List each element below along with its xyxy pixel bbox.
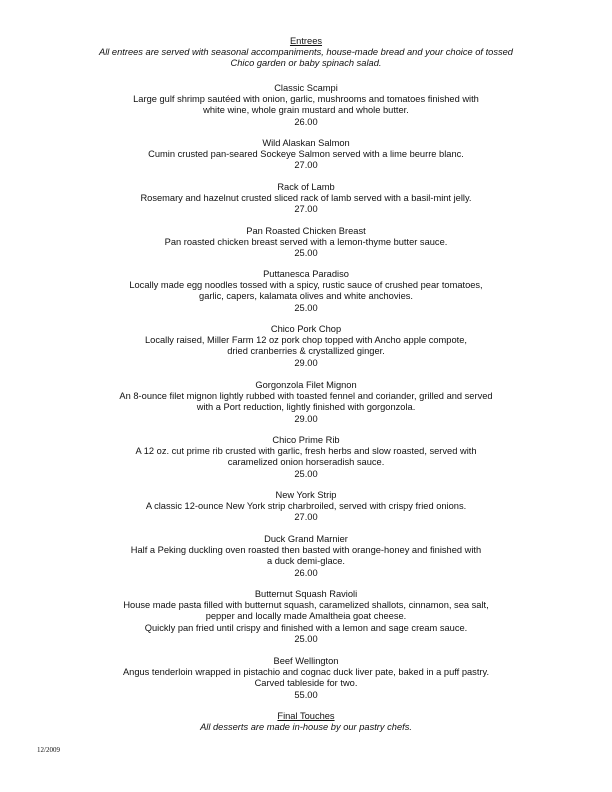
menu-item-price: 26.00 — [294, 116, 318, 127]
menu-item-description: Angus tenderloin wrapped in pistachio and cognac duck liver pate, baked in a puff pastry. — [122, 667, 490, 678]
menu-item — [60, 83, 552, 128]
menu-item — [60, 226, 552, 260]
menu-item-name: Puttanesca Paradiso — [263, 269, 349, 279]
menu-item-price: 55.00 — [294, 689, 318, 700]
menu-item-name: Rack of Lamb — [277, 182, 335, 192]
menu-item-price: 25.00 — [294, 468, 318, 479]
menu-item-name: Butternut Squash Ravioli — [254, 589, 358, 599]
menu-item-price: 26.00 — [294, 567, 318, 578]
menu-item-name: Chico Pork Chop — [270, 324, 342, 334]
menu-item-description: Large gulf shrimp sautéed with onion, garlic, mushrooms and tomatoes finished with — [133, 94, 479, 105]
menu-item-name: Duck Grand Marnier — [264, 534, 348, 544]
menu-item-price: 27.00 — [294, 160, 318, 171]
menu-item-name: Wild Alaskan Salmon — [262, 138, 350, 148]
menu-item-price: 29.00 — [294, 413, 318, 424]
section-intro-line: All desserts are made in-house by our pastry chefs. — [200, 722, 412, 732]
section-title-entrees: Entrees — [289, 36, 323, 46]
menu-item-price: 29.00 — [294, 357, 318, 368]
menu-item — [60, 435, 552, 480]
menu-item-description: garlic, capers, kalamata olives and white anchovies. — [199, 291, 413, 302]
menu-item-description: A classic 12-ounce New York strip charbroiled, served with crispy fried onions. — [145, 501, 467, 512]
menu-item — [60, 380, 552, 425]
menu-item — [60, 182, 552, 216]
menu-item-description: Pan roasted chicken breast served with a lemon-thyme butter sauce. — [164, 237, 448, 248]
menu-item-description: An 8-ounce filet mignon lightly rubbed with toasted fennel and coriander, grilled and served — [119, 391, 493, 402]
footer-date: 12/2009 — [37, 746, 60, 754]
menu-item-description: Cumin crusted pan-seared Sockeye Salmon served with a lime beurre blanc. — [148, 149, 464, 160]
menu-item — [60, 490, 552, 524]
section-intro-line: All entrees are served with seasonal accompaniments, house-made bread and your choice of tossed — [99, 47, 513, 57]
menu-item-name: Classic Scampi — [274, 83, 338, 93]
menu-item-description: Carved tableside for two. — [254, 678, 358, 689]
menu-item-description: caramelized onion horseradish sauce. — [227, 457, 385, 468]
menu-item-name: Pan Roasted Chicken Breast — [246, 226, 366, 236]
menu-item — [60, 138, 552, 172]
menu-item-description: with a Port reduction, lightly finished with gorgonzola. — [196, 402, 416, 413]
menu-item-name: Chico Prime Rib — [272, 435, 340, 445]
menu-item — [60, 324, 552, 369]
menu-item-description: white wine, whole grain mustard and whole butter. — [203, 105, 409, 116]
menu-item — [60, 589, 552, 645]
menu-item-description: Half a Peking duckling oven roasted then basted with orange-honey and finished with — [130, 545, 482, 556]
menu-item-price: 25.00 — [294, 248, 318, 259]
section-title-final-touches: Final Touches — [277, 711, 335, 721]
menu-item-description: Locally made egg noodles tossed with a spicy, rustic sauce of crushed pear tomatoes, — [129, 280, 483, 291]
menu-item-name: Beef Wellington — [273, 656, 339, 666]
menu-item-description: A 12 oz. cut prime rib crusted with garlic, fresh herbs and slow roasted, served with — [135, 446, 477, 457]
menu-item-price: 25.00 — [294, 633, 318, 644]
menu-item-description: House made pasta filled with butternut squash, caramelized shallots, cinnamon, sea salt, — [123, 600, 489, 611]
menu-item — [60, 534, 552, 579]
menu-item-name: Gorgonzola Filet Mignon — [255, 380, 357, 390]
menu-item-price: 27.00 — [294, 512, 318, 523]
menu-item-description: Quickly pan fried until crispy and finished with a lemon and sage cream sauce. — [144, 622, 468, 633]
menu-item — [60, 269, 552, 314]
menu-item-description: pepper and locally made Amaltheia goat cheese. — [205, 611, 407, 622]
menu-item-description: a duck demi-glace. — [266, 556, 346, 567]
menu-item-description: Rosemary and hazelnut crusted sliced rack of lamb served with a basil-mint jelly. — [140, 193, 472, 204]
menu-item-name: New York Strip — [275, 490, 337, 500]
menu-item — [60, 656, 552, 701]
menu-item-price: 25.00 — [294, 302, 318, 313]
section-intro-line: Chico garden or baby spinach salad. — [230, 58, 382, 68]
menu-item-description: dried cranberries & crystallized ginger. — [227, 346, 385, 357]
menu-item-description: Locally raised, Miller Farm 12 oz pork chop topped with Ancho apple compote, — [145, 335, 467, 346]
menu-item-price: 27.00 — [294, 204, 318, 215]
